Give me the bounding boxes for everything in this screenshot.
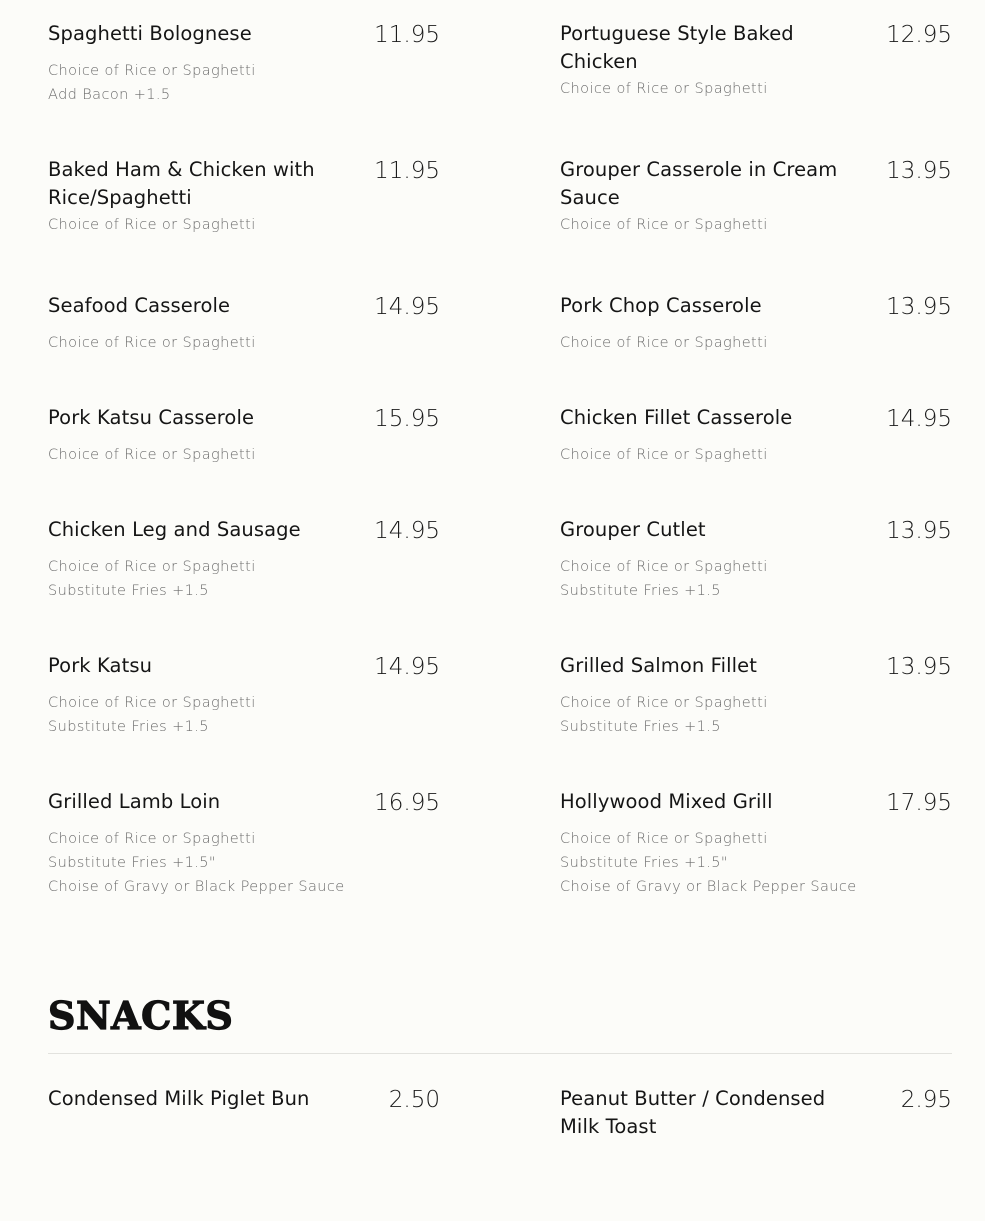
mains-menu-grid [48,20,952,924]
item-header [560,292,952,322]
item-header [48,20,440,50]
item-price: 14.95 [374,518,440,544]
section-title-snacks: SNACKS [48,993,234,1038]
description-line: Choice of Rice or Spaghetti [560,335,768,351]
item-header [560,652,952,682]
description-line: Choice of Rice or Spaghetti [560,81,768,97]
item-header [560,516,952,546]
item-header [560,1085,952,1141]
item-price: 16.95 [374,790,440,816]
item-description [48,59,440,107]
description-line: Choice of Rice or Spaghetti [560,831,768,847]
item-price: 15.95 [374,406,440,432]
item-name: Portuguese Style Baked Chicken [560,22,794,73]
item-price: 14.95 [374,654,440,680]
menu-item[interactable] [560,516,952,652]
item-price: 2.50 [388,1087,440,1113]
item-price: 11.95 [374,158,440,184]
item-description [560,213,952,237]
item-name: Grilled Lamb Loin [48,790,221,813]
item-name: Spaghetti Bolognese [48,22,252,45]
menu-item[interactable] [48,292,440,404]
item-price: 13.95 [886,158,952,184]
description-line: Substitute Fries +1.5 [48,583,209,599]
description-line: Choice of Rice or Spaghetti [48,447,256,463]
description-line: Substitute Fries +1.5" [48,855,216,871]
menu-item[interactable] [48,1085,440,1221]
item-price: 13.95 [886,518,952,544]
description-line: Choise of Gravy or Black Pepper Sauce [560,879,857,895]
description-line: Choice of Rice or Spaghetti [560,217,768,233]
snacks-menu-grid [48,1085,952,1221]
description-line: Choice of Rice or Spaghetti [48,831,256,847]
description-line: Choice of Rice or Spaghetti [48,695,256,711]
item-header [560,20,952,76]
item-description [560,691,952,739]
item-price: 17.95 [886,790,952,816]
menu-item[interactable] [560,156,952,292]
item-description [48,331,440,355]
menu-item[interactable] [48,20,440,156]
item-name: Baked Ham & Chicken with Rice/Spaghetti [48,158,315,209]
item-description [560,827,952,899]
item-header [48,292,440,322]
description-line: Choice of Rice or Spaghetti [48,63,256,79]
item-price: 2.95 [900,1087,952,1113]
item-name: Seafood Casserole [48,294,231,317]
menu-item[interactable] [560,788,952,924]
item-description [560,555,952,603]
item-description [48,827,440,899]
item-name: Pork Katsu [48,654,153,677]
menu-item[interactable] [560,20,952,156]
item-header [48,788,440,818]
item-price: 14.95 [886,406,952,432]
item-price: 12.95 [886,22,952,48]
description-line: Choice of Rice or Spaghetti [560,695,768,711]
item-description [48,555,440,603]
item-header [48,516,440,546]
item-name: Pork Katsu Casserole [48,406,255,429]
item-header [48,404,440,434]
item-header [560,404,952,434]
item-price: 13.95 [886,294,952,320]
description-line: Substitute Fries +1.5" [560,855,728,871]
description-line: Choice of Rice or Spaghetti [560,559,768,575]
item-header [48,652,440,682]
item-description [560,443,952,467]
menu-item[interactable] [48,404,440,516]
menu-item[interactable] [560,292,952,404]
item-description [560,331,952,355]
item-header [48,1085,440,1115]
item-price: 14.95 [374,294,440,320]
item-description [48,213,440,237]
menu-item[interactable] [560,404,952,516]
item-header [560,156,952,212]
description-line: Substitute Fries +1.5 [560,583,721,599]
description-line: Choice of Rice or Spaghetti [48,559,256,575]
description-line: Substitute Fries +1.5 [560,719,721,735]
item-name: Hollywood Mixed Grill [560,790,773,813]
menu-item[interactable] [48,156,440,292]
menu-item[interactable] [560,652,952,788]
menu-item[interactable] [560,1085,952,1221]
item-name: Grilled Salmon Fillet [560,654,757,677]
description-line: Substitute Fries +1.5 [48,719,209,735]
item-description [560,77,952,101]
description-line: Add Bacon +1.5 [48,87,171,103]
menu-item[interactable] [48,652,440,788]
item-description [48,691,440,739]
item-header [48,156,440,212]
item-name: Peanut Butter / Condensed Milk Toast [560,1087,826,1138]
item-name: Chicken Fillet Casserole [560,406,793,429]
item-name: Grouper Casserole in Cream Sauce [560,158,838,209]
section-divider [48,1053,952,1054]
description-line: Choice of Rice or Spaghetti [48,335,256,351]
menu-item[interactable] [48,788,440,924]
item-header [560,788,952,818]
item-name: Condensed Milk Piglet Bun [48,1087,310,1110]
description-line: Choise of Gravy or Black Pepper Sauce [48,879,345,895]
item-description [48,443,440,467]
item-name: Chicken Leg and Sausage [48,518,301,541]
description-line: Choice of Rice or Spaghetti [48,217,256,233]
menu-item[interactable] [48,516,440,652]
item-name: Grouper Cutlet [560,518,706,541]
item-price: 11.95 [374,22,440,48]
item-price: 13.95 [886,654,952,680]
item-name: Pork Chop Casserole [560,294,762,317]
description-line: Choice of Rice or Spaghetti [560,447,768,463]
